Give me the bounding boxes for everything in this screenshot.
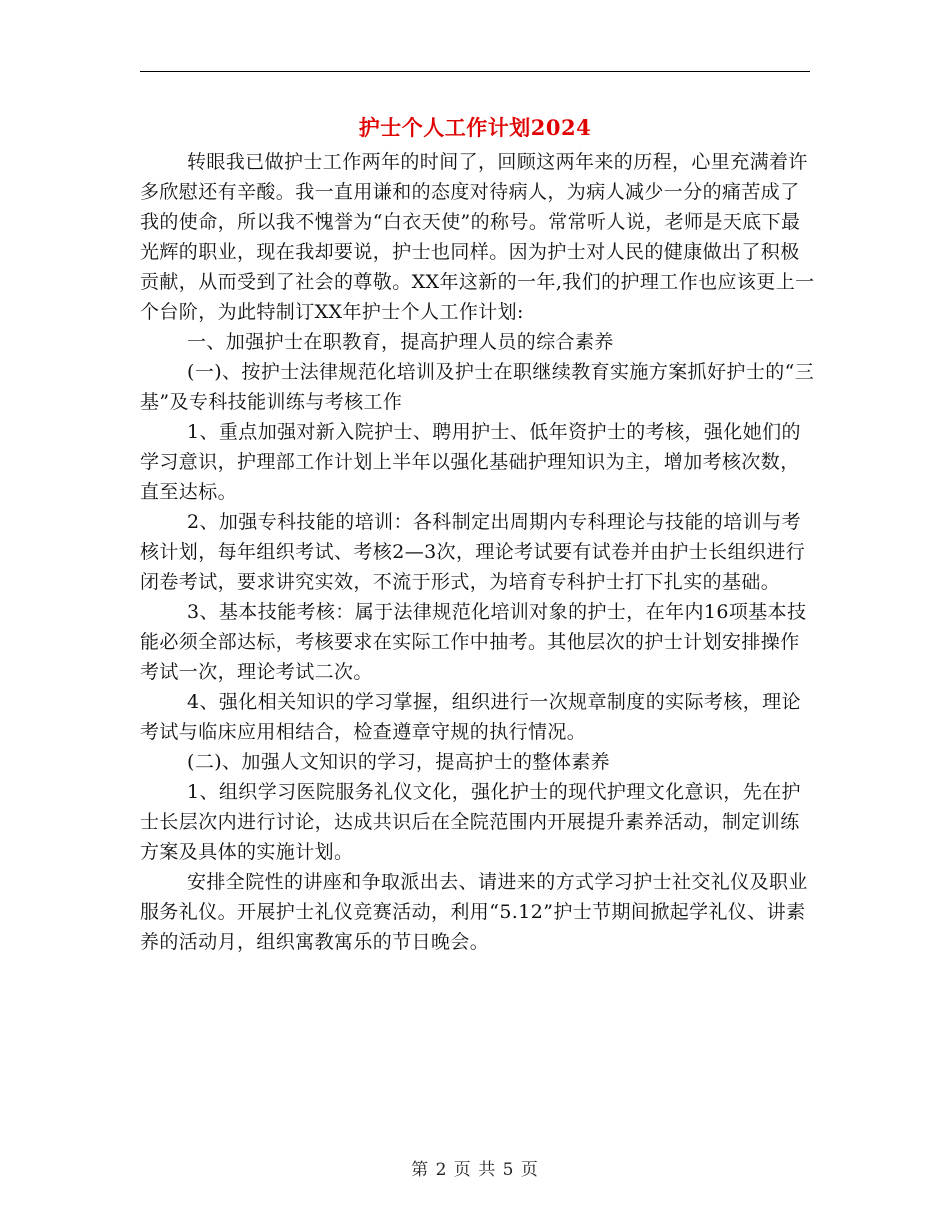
list-item-2: 2、加强专科技能的培训：各科制定出周期内专科理论与技能的培训与考核计划，每年组织考试、考核2—3次，理论考试要有试卷并由护士长组织进行闭卷考试，要求讲究实效，不流于形式，为培育专科护士打下扎实的基础。 (140, 511, 806, 593)
page-number: 第 2 页 共 5 页 (411, 1160, 539, 1180)
header-rule (140, 71, 810, 72)
subsection-heading-2: (二)、加强人文知识的学习，提高护士的整体素养 (187, 751, 611, 773)
document-title: 护士个人工作计划2024 (358, 115, 592, 140)
paragraph-etiquette: 安排全院性的讲座和争取派出去、请进来的方式学习护士社交礼仪及职业服务礼仪。开展护士礼仪竞赛活动，利用“5.12”护士节期间掀起学礼仪、讲素养的活动月，组织寓教寓乐的节日晚会。 (140, 871, 808, 953)
list-item-3: 3、基本技能考核：属于法律规范化培训对象的护士，在年内16项基本技能必须全部达标，考核要求在实际工作中抽考。其他层次的护士计划安排操作考试一次，理论考试二次。 (140, 601, 807, 683)
section-heading-1: 一、加强护士在职教育，提高护理人员的综合素养 (187, 331, 614, 353)
list-item-5: 1、组织学习医院服务礼仪文化，强化护士的现代护理文化意识，先在护士长层次内进行讨论，达成共识后在全院范围内开展提升素养活动，制定训练方案及具体的实施计划。 (140, 781, 801, 863)
paragraph-intro: 转眼我已做护士工作两年的时间了，回顾这两年来的历程，心里充满着许多欣慰还有辛酸。我一直用谦和的态度对待病人，为病人减少一分的痛苦成了我的使命，所以我不愧誉为“白衣天使”的称号。常常听人说，老师是天底下最光辉的职业，现在我却要说，护士也同样。因为护士对人民的健康做出了积极贡献，从而受到了社会的尊敬。XX年这新的一年,我们的护理工作也应该更上一个台阶，为此特制订XX年护士个人工作计划: (140, 151, 815, 323)
list-item-4: 4、强化相关知识的学习掌握，组织进行一次规章制度的实际考核，理论考试与临床应用相结合，检查遵章守规的执行情况。 (140, 691, 801, 743)
list-item-1: 1、重点加强对新入院护士、聘用护士、低年资护士的考核，强化她们的学习意识，护理部工作计划上半年以强化基础护理知识为主，增加考核次数，直至达标。 (140, 421, 801, 503)
document-body (140, 147, 815, 957)
subsection-heading-1: (一)、按护士法律规范化培训及护士在职继续教育实施方案抓好护士的“三基”及专科技能训练与考核工作 (140, 361, 815, 413)
